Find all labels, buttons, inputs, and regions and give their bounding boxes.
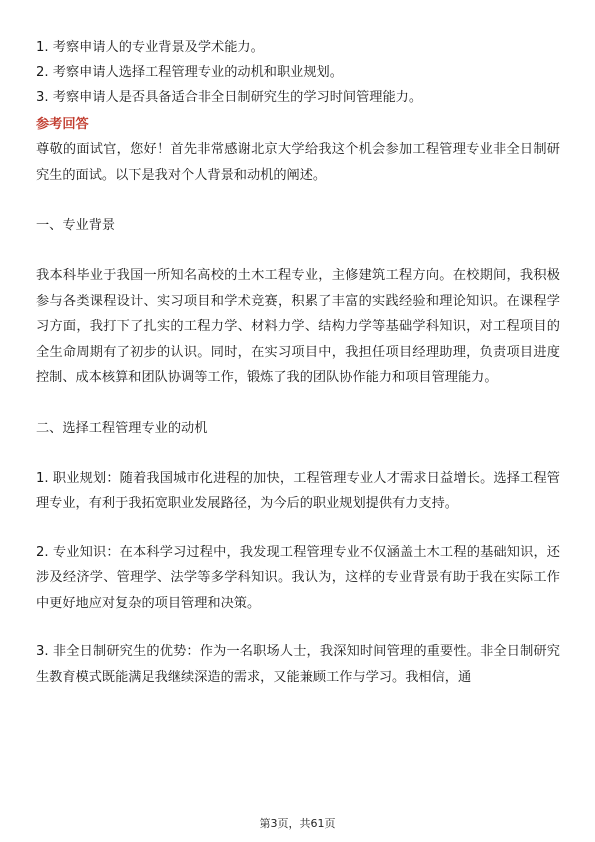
answer-heading: 参考回答	[36, 117, 89, 132]
spacer	[36, 441, 560, 466]
spacer	[36, 517, 560, 540]
page-content	[36, 35, 560, 690]
spacer	[36, 616, 560, 639]
section-2-point-1: 1. 职业规划：随着我国城市化进程的加快，工程管理专业人才需求日益增长。选择工程管理专业，有利于我拓宽职业发展路径，为今后的职业规划提供有力支持。	[36, 470, 560, 511]
spacer	[36, 238, 560, 263]
answer-intro: 尊敬的面试官，您好！首先非常感谢北京大学给我这个机会参加工程管理专业非全日制研究生的面试。以下是我对个人背景和动机的阐述。	[36, 142, 560, 183]
section-2-title: 二、选择工程管理专业的动机	[36, 420, 208, 436]
section-1-body: 我本科毕业于我国一所知名高校的土木工程专业，主修建筑工程方向。在校期间，我积极参与各类课程设计、实习项目和学术竞赛，积累了丰富的实践经验和理论知识。在课程学习方面，我打下了扎实的工程力学、材料力学、结构力学等基础学科知识，对工程项目的全生命周期有了初步的认识。同时，在实习项目中，我担任项目经理助理，负责项目进度控制、成本核算和团队协调等工作，锻炼了我的团队协作能力和项目管理能力。	[36, 268, 560, 385]
list-item-3: 3. 考察申请人是否具备适合非全日制研究生的学习时间管理能力。	[36, 90, 423, 105]
section-2-point-2: 2. 专业知识：在本科学习过程中，我发现工程管理专业不仅涵盖土木工程的基础知识，还涉及经济学、管理学、法学等多学科知识。我认为，这样的专业背景有助于我在实际工作中更好地应对复杂的项目管理和决策。	[36, 544, 560, 611]
list-item-1: 1. 考察申请人的专业背景及学术能力。	[36, 40, 264, 55]
spacer	[36, 391, 560, 416]
section-2-point-3: 3. 非全日制研究生的优势：作为一名职场人士，我深知时间管理的重要性。非全日制研究生教育模式既能满足我继续深造的需求，又能兼顾工作与学习。我相信，通	[36, 644, 560, 685]
list-item-2: 2. 考察申请人选择工程管理专业的动机和职业规划。	[36, 65, 343, 80]
page-number: 第3页，共61页	[259, 817, 336, 830]
spacer	[36, 188, 560, 213]
section-1-title: 一、专业背景	[36, 218, 116, 233]
